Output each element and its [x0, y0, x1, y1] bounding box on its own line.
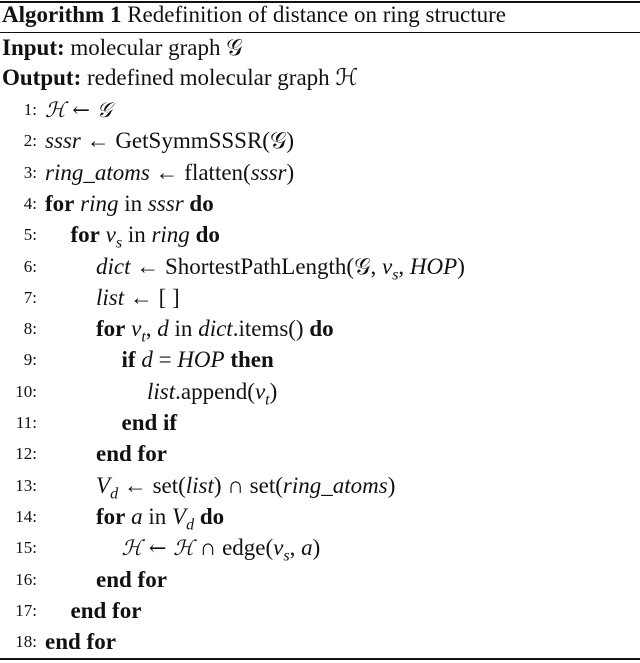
line-code [96, 438, 167, 469]
variable-token: v [105, 222, 116, 248]
variable-token: sssr [45, 128, 81, 154]
subscript-token: t [141, 328, 146, 346]
text-token: in [142, 503, 173, 529]
algorithm-line [0, 532, 640, 563]
output-value: redefined molecular graph ℋ [87, 65, 359, 90]
input-line [2, 33, 243, 63]
variable-token: ring_atoms [45, 159, 150, 185]
line-number: 10: [15, 381, 37, 401]
subscript-token: s [115, 234, 123, 252]
variable-token: sssr [250, 159, 287, 185]
line-number: 14: [15, 506, 37, 526]
keyword-token: end for [96, 566, 167, 592]
algorithm-line [0, 125, 640, 156]
keyword-token: if [121, 347, 136, 373]
line-code [45, 157, 294, 188]
variable-token: ring [151, 222, 190, 248]
line-number: 9: [23, 350, 37, 370]
line-code [71, 595, 142, 626]
variable-token: list [185, 472, 214, 498]
algorithm-line [0, 407, 640, 438]
variable-token: list [147, 378, 176, 404]
text-token: ← ShortestPathLength(𝒢, [130, 253, 382, 279]
algorithm-caption [2, 0, 506, 30]
keyword-token: do [195, 222, 220, 248]
algorithm-line [0, 94, 640, 125]
variable-token: dict [96, 253, 131, 279]
variable-token: dict [198, 316, 233, 342]
variable-token: v [131, 316, 142, 342]
line-number: 1: [23, 100, 37, 119]
subscript-token: d [186, 516, 195, 534]
line-number: 2: [23, 131, 37, 151]
algorithm-line [0, 626, 640, 657]
algorithm-line [0, 219, 640, 250]
keyword-token: end if [121, 410, 178, 435]
line-number: 17: [15, 600, 37, 620]
line-code [96, 282, 180, 313]
text-token: .items() [232, 316, 310, 342]
keyword-token: end for [70, 597, 142, 623]
output-key: Output: [2, 65, 82, 90]
variable-token: ring [80, 190, 119, 216]
text-token: in [118, 190, 148, 216]
keyword-token: end for [45, 629, 116, 655]
text-token: , [289, 535, 302, 561]
algorithm-line [0, 470, 640, 501]
text-token: ) [387, 472, 396, 498]
caption-title: Redefinition of distance on ring structure [127, 2, 506, 27]
text-token: ) [286, 159, 295, 185]
line-number: 18: [15, 632, 37, 652]
algorithm-line [0, 564, 640, 595]
variable-token: HOP [409, 253, 458, 279]
keyword-token: do [309, 316, 334, 342]
line-code [122, 344, 274, 375]
variable-token: a [131, 503, 143, 529]
text-token: = [152, 347, 178, 373]
variable-token: V [172, 503, 187, 529]
line-code [45, 125, 294, 156]
keyword-token: for [70, 222, 100, 248]
text-token: .append( [175, 378, 255, 404]
algorithm-line [0, 157, 640, 188]
line-number: 12: [15, 444, 37, 464]
text-token: in [168, 316, 199, 342]
text-token: ) [312, 535, 321, 561]
algorithm-line [0, 344, 640, 375]
text-token: ← flatten( [149, 159, 251, 185]
text-token: ) [457, 253, 465, 279]
output-line [2, 63, 358, 93]
line-code [45, 626, 116, 657]
bottom-rule [0, 658, 640, 660]
algorithm-line [0, 282, 640, 313]
line-number: 13: [15, 475, 37, 495]
algorithm-line [0, 251, 640, 282]
variable-token: v [254, 378, 266, 404]
math-token: ℋ ← 𝒢 [45, 98, 112, 122]
input-key: Input: [2, 35, 65, 60]
text-token: ← [ ] [124, 284, 180, 310]
text-token: ) ∩ set( [213, 472, 283, 498]
keyword-token: then [230, 347, 274, 373]
variable-token: d [141, 347, 153, 373]
subscript-token: d [110, 485, 119, 503]
variable-token: sssr [147, 190, 184, 216]
subscript-token: t [265, 391, 270, 409]
line-code [45, 188, 214, 219]
algorithm-line [0, 501, 640, 532]
algorithm-line [0, 313, 640, 344]
text-token: , [145, 316, 158, 342]
variable-token: V [96, 472, 111, 498]
keyword-token: for [96, 316, 126, 342]
variable-token: v [273, 535, 284, 561]
text-token: in [122, 222, 152, 248]
variable-token: d [157, 316, 169, 342]
caption-label: Algorithm 1 [2, 2, 122, 27]
line-number: 5: [23, 225, 37, 245]
variable-token: HOP [177, 347, 225, 373]
keyword-token: end for [96, 441, 167, 467]
variable-token: v [381, 253, 393, 279]
algorithm-line [0, 595, 640, 626]
keyword-token: for [96, 503, 126, 529]
line-number: 8: [23, 319, 37, 339]
text-token: ) [269, 378, 278, 404]
text-token: ← set( [118, 472, 186, 498]
keyword-token: do [189, 190, 214, 216]
line-code [45, 94, 112, 126]
math-token: ℋ ← ℋ [121, 536, 194, 561]
text-token: , [398, 253, 410, 279]
algorithm-line [0, 438, 640, 469]
keyword-token: do [199, 503, 225, 529]
subscript-token: s [392, 266, 399, 284]
input-value: molecular graph 𝒢 [70, 35, 243, 60]
line-number: 4: [23, 193, 37, 213]
line-number: 16: [15, 569, 37, 589]
line-number: 11: [15, 413, 37, 432]
line-number: 3: [23, 162, 37, 182]
keyword-token: for [45, 190, 75, 216]
algorithm-line [0, 188, 640, 219]
variable-token: list [96, 284, 125, 310]
algorithm-line [0, 376, 640, 407]
text-token: ← GetSymmSSSR(𝒢) [80, 128, 295, 154]
line-number: 15: [15, 538, 37, 558]
line-number: 7: [23, 287, 37, 307]
text-token: ∩ edge( [193, 535, 274, 561]
line-number: 6: [23, 256, 37, 276]
line-code [122, 407, 178, 438]
variable-token: ring_atoms [282, 472, 388, 498]
subscript-token: s [283, 547, 290, 565]
variable-token: a [301, 535, 313, 561]
line-code [96, 564, 167, 595]
